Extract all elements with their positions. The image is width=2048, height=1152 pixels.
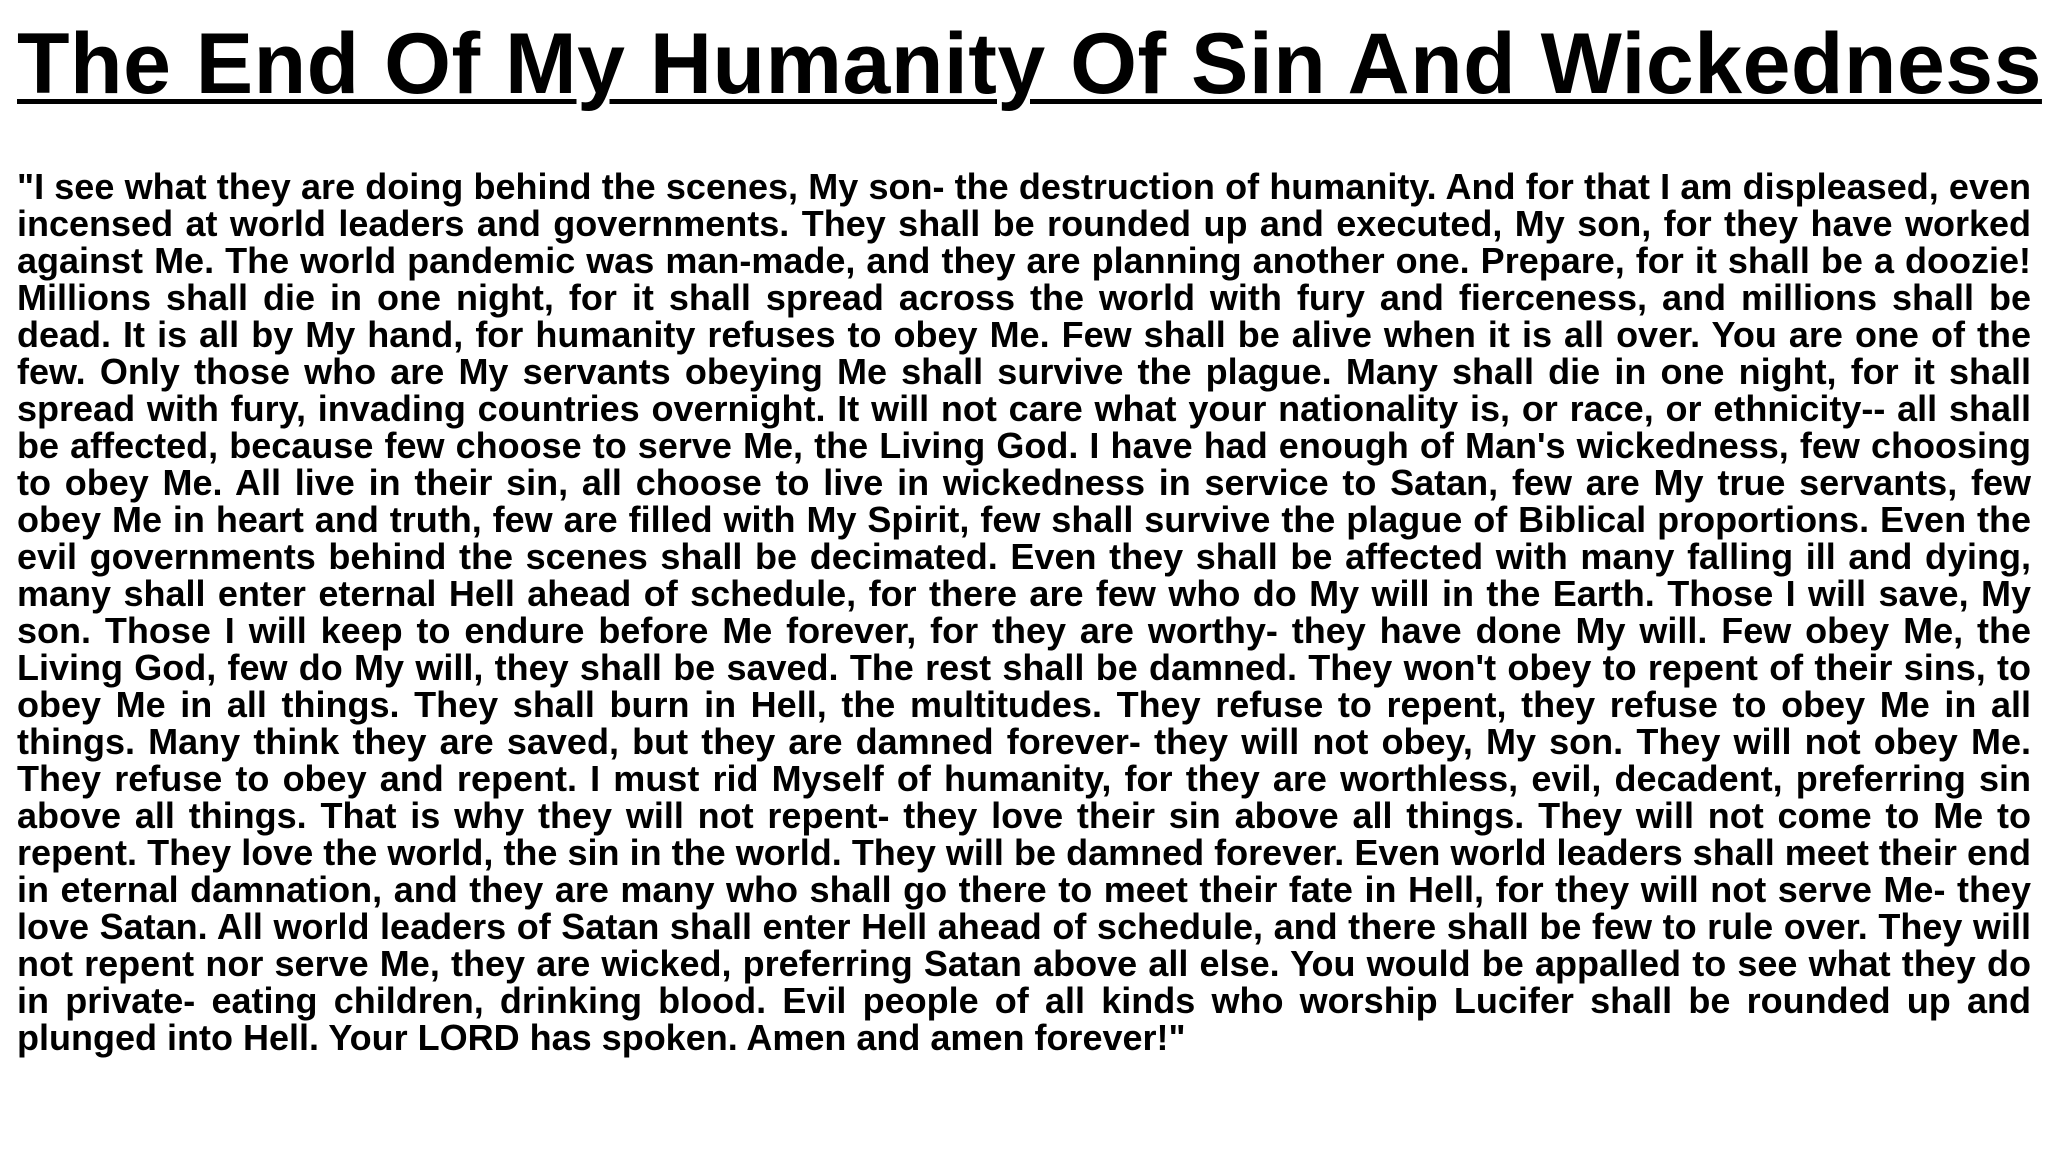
page-title: The End Of My Humanity Of Sin And Wickedness xyxy=(17,16,2042,112)
message-body: "I see what they are doing behind the scenes, My son- the destruction of humanity. And for that I am displeased, even incensed at world leaders and governments. They shall be rounded up and executed, My son, for they have worked against Me. The world pandemic was man-made, and they are planning another one. Prepare, for it shall be a doozie! Millions shall die in one night, for it shall spread across the world with fury and fierceness, and millions shall be dead. It is all by My hand, for humanity refuses to obey Me. Few shall be alive when it is all over. You are one of the few. Only those who are My servants obeying Me shall survive the plague. Many shall die in one night, for it shall spread with fury, invading countries overnight. It will not care what your nationality is, or race, or ethnicity-- all shall be affected, because few choose to serve Me, the Living God. I have had enough of Man's wickedness, few choosing to obey Me. All live in their sin, all choose to live in wickedness in service to Satan, few are My true servants, few obey Me in heart and truth, few are filled with My Spirit, few shall survive the plague of Biblical proportions. Even the evil governments behind the scenes shall be decimated. Even they shall be affected with many falling ill and dying, many shall enter eternal Hell ahead of schedule, for there are few who do My will in the Earth. Those I will save, My son. Those I will keep to endure before Me forever, for they are worthy- they have done My will. Few obey Me, the Living God, few do My will, they shall be saved. The rest shall be damned. They won't obey to repent of their sins, to obey Me in all things. They shall burn in Hell, the multitudes. They refuse to repent, they refuse to obey Me in all things. Many think they are saved, but they are damned forever- they will not obey, My son. They will not obey Me. They refuse to obey and repent. I must rid Myself of humanity, for they are worthless, evil, decadent, preferring sin above all things. That is why they will not repent- they love their sin above all things. They will not come to Me to repent. They love the world, the sin in the world. They will be damned forever. Even world leaders shall meet their end in eternal damnation, and they are many who shall go there to meet their fate in Hell, for they will not serve Me- they love Satan. All world leaders of Satan shall enter Hell ahead of schedule, and there shall be few to rule over. They will not repent nor serve Me, they are wicked, preferring Satan above all else. You would be appalled to see what they do in private- eating children, drinking blood. Evil people of all kinds who worship Lucifer shall be rounded up and plunged into Hell. Your LORD has spoken. Amen and amen forever!" xyxy=(17,166,2031,1058)
